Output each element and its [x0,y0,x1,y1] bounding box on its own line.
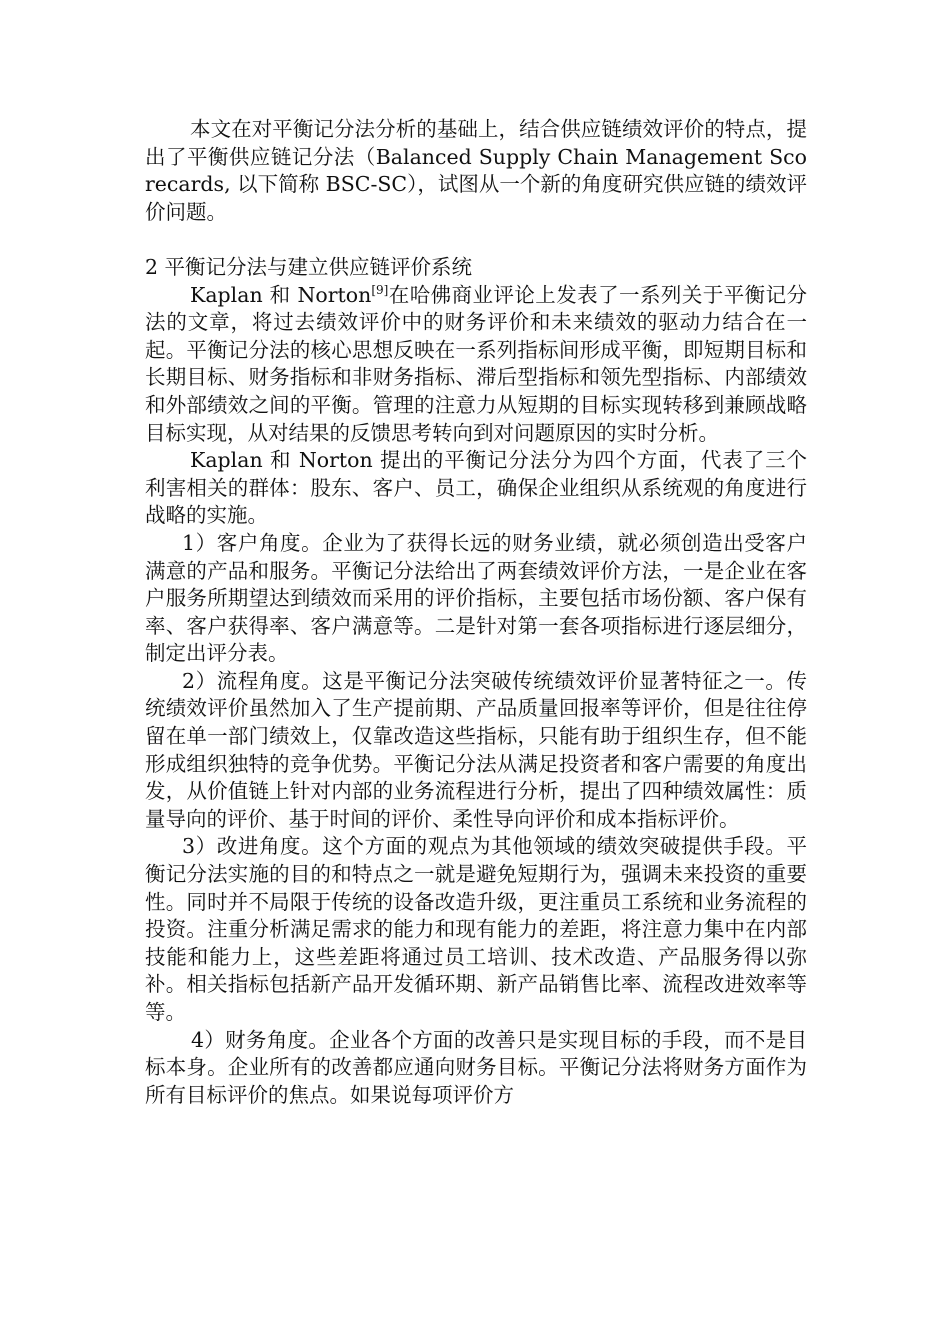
citation-ref: [9] [371,282,389,297]
item-improvement-perspective: 3）改进角度。这个方面的观点为其他领域的绩效突破提供手段。平衡记分法实施的目的和特点之一就是避免短期行为，强调未来投资的重要性。同时并不局限于传统的设备改造升级，更注重员工系统和业务流程的投资。注重分析满足需求的能力和现有能力的差距，将注意力集中在内部技能和能力上，这些差距将通过员工培训、技术改造、产品服务得以弥补。相关指标包括新产品开发循环期、新产品销售比率、流程改进效率等等。 [145,834,807,1024]
document-page [145,116,807,1109]
item-process-perspective: 2）流程角度。这是平衡记分法突破传统绩效评价显著特征之一。传统绩效评价虽然加入了生产提前期、产品质量回报率等评价，但是往往停留在单一部门绩效上，仅靠改造这些指标，只能有助于组织生存，但不能形成组织独特的竞争优势。平衡记分法从满足投资者和客户需要的角度出发，从价值链上针对内部的业务流程进行分析，提出了四种绩效属性：质量导向的评价、基于时间的评价、柔性导向评价和成本指标评价。 [145,668,807,831]
para1-body: 在哈佛商业评论上发表了一系列关于平衡记分法的文章，将过去绩效评价中的财务评价和未来绩效的驱动力结合在一起。平衡记分法的核心思想反映在一系列指标间形成平衡，即短期目标和长期目标、财务指标和非财务指标、滞后型指标和领先型指标、内部绩效和外部绩效之间的平衡。管理的注意力从短期的目标实现转移到兼顾战略目标实现，从对结果的反馈思考转向到对问题原因的实时分析。 [145,282,807,445]
paragraph-kaplan-norton [145,282,807,448]
paragraph-four-aspects: Kaplan 和 Norton 提出的平衡记分法分为四个方面，代表了三个利害相关的群体：股东、客户、员工，确保企业组织从系统观的角度进行战略的实施。 [145,448,807,528]
intro-paragraph: 本文在对平衡记分法分析的基础上，结合供应链绩效评价的特点，提出了平衡供应链记分法（Balanced Supply Chain Management Scorecards, 以下简称 BSC-SC），试图从一个新的角度研究供应链的绩效评价问题。 [145,117,807,224]
section-heading: 2 平衡记分法与建立供应链评价系统 [145,254,473,279]
item-financial-perspective: 4）财务角度。企业各个方面的改善只是实现目标的手段，而不是目标本身。企业所有的改善都应通向财务目标。平衡记分法将财务方面作为所有目标评价的焦点。如果说每项评价方 [145,1027,807,1107]
paragraph-gap [145,226,807,254]
para1-lead: Kaplan 和 Norton [190,282,372,307]
item-customer-perspective: 1）客户角度。企业为了获得长远的财务业绩，就必须创造出受客户满意的产品和服务。平衡记分法给出了两套绩效评价方法，一是企业在客户服务所期望达到绩效而采用的评价指标，主要包括市场份额、客户保有率、客户获得率、客户满意等。二是针对第一套各项指标进行逐层细分，制定出评分表。 [145,530,807,666]
